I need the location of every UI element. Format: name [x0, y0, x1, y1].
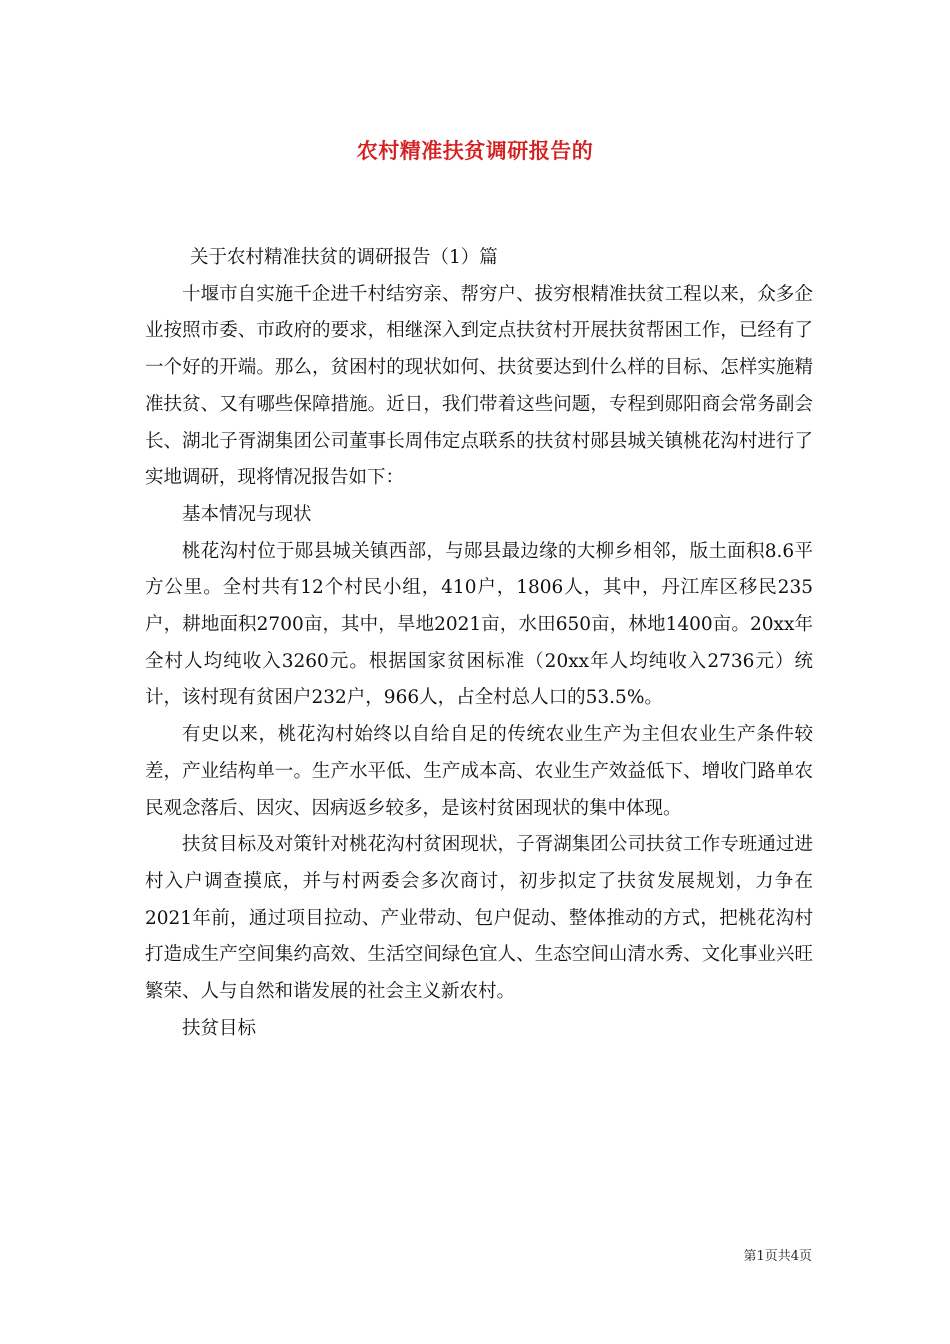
document-body [145, 240, 813, 1047]
page-number: 第1页共4页 [743, 1249, 812, 1264]
section-heading-poverty-goals: 扶贫目标 [182, 1017, 257, 1039]
paragraph-intro: 十堰市自实施千企进千村结穷亲、帮穷户、拔穷根精准扶贫工程以来，众多企业按照市委、市政府的要求，相继深入到定点扶贫村开展扶贫帮困工作，已经有了一个好的开端。那么，贫困村的现状如何、扶贫要达到什么样的目标、怎样实施精准扶贫、又有哪些保障措施。近日，我们带着这些问题，专程到郧阳商会常务副会长、湖北子胥湖集团公司董事长周伟定点联系的扶贫村郧县城关镇桃花沟村进行了实地调研，现将情况报告如下： [145, 283, 813, 489]
section-heading-basic-situation: 基本情况与现状 [182, 503, 312, 525]
paragraph-village-overview: 桃花沟村位于郧县城关镇西部，与郧县最边缘的大柳乡相邻，版土面积8.6平方公里。全村共有12个村民小组，410户，1806人，其中，丹江库区移民235户，耕地面积2700亩，其中，旱地2021亩，水田650亩，林地1400亩。20xx年全村人均纯收入3260元。根据国家贫困标准（20xx年人均纯收入2736元）统计，该村现有贫困户232户，966人，占全村总人口的53.5%。 [145, 540, 813, 709]
paragraph-goals-and-measures: 扶贫目标及对策针对桃花沟村贫困现状，子胥湖集团公司扶贫工作专班通过进村入户调查摸底，并与村两委会多次商讨，初步拟定了扶贫发展规划，力争在2021年前，通过项目拉动、产业带动、包户促动、整体推动的方式，把桃花沟村打造成生产空间集约高效、生活空间绿色宜人、生态空间山清水秀、文化事业兴旺繁荣、人与自然和谐发展的社会主义新农村。 [145, 834, 813, 1003]
paragraph-history: 有史以来，桃花沟村始终以自给自足的传统农业生产为主但农业生产条件较差，产业结构单一。生产水平低、生产成本高、农业生产效益低下、增收门路单农民观念落后、因灾、因病返乡较多，是该村贫困现状的集中体现。 [145, 724, 813, 819]
page-title: 农村精准扶贫调研报告的 [356, 138, 594, 163]
report-subtitle: 关于农村精准扶贫的调研报告（1）篇 [190, 247, 498, 268]
